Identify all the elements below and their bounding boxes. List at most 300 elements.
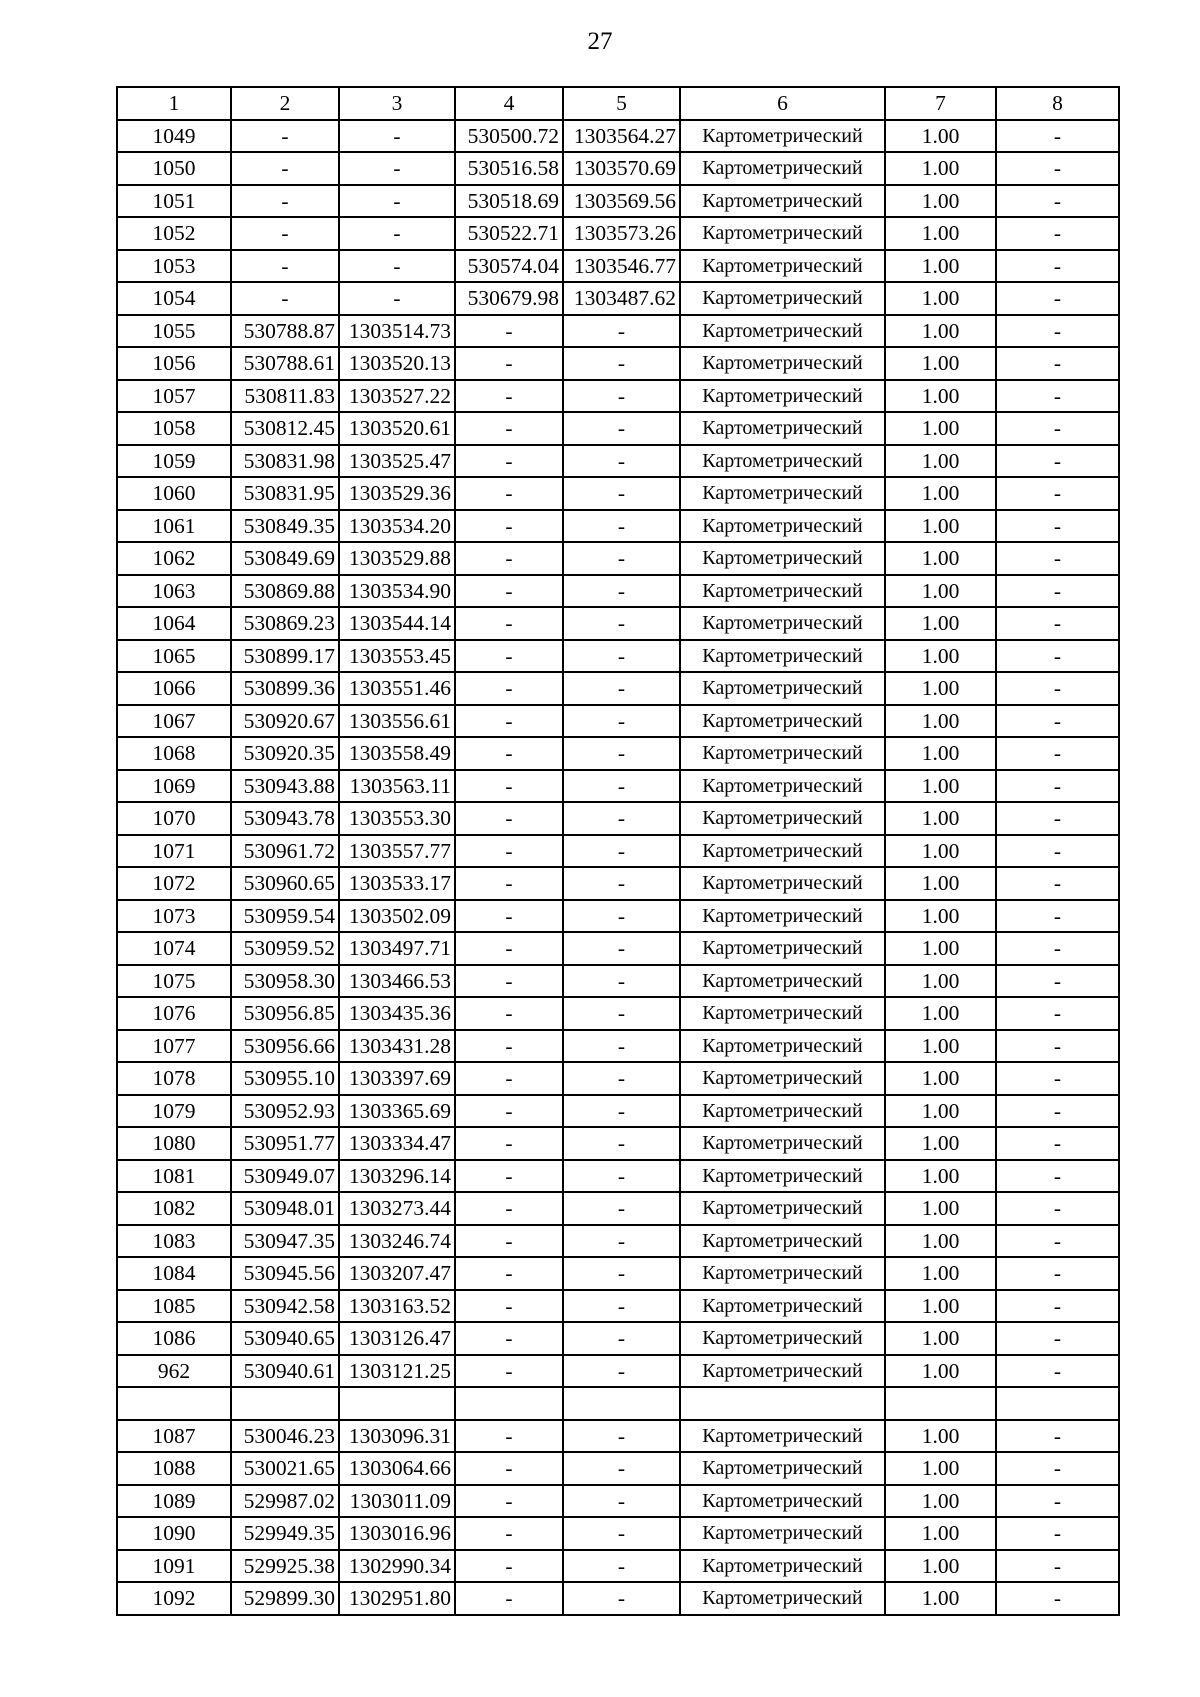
y-coordinate-alt-cell: - [563,900,680,933]
method-cell: Картометрический [680,1452,885,1485]
accuracy-cell: 1.00 [885,1095,996,1128]
x-coordinate-cell: - [231,217,339,250]
method-cell: Картометрический [680,1420,885,1453]
note-cell [996,1387,1119,1420]
method-cell: Картометрический [680,997,885,1030]
note-cell: - [996,575,1119,608]
table-row [117,1355,1119,1388]
note-cell: - [996,1192,1119,1225]
table-row [117,1485,1119,1518]
table-row [117,1225,1119,1258]
y-coordinate-cell: 1303121.25 [339,1355,455,1388]
x-coordinate-alt-cell: - [455,1355,563,1388]
accuracy-cell: 1.00 [885,1452,996,1485]
table-row [117,1030,1119,1063]
x-coordinate-alt-cell: - [455,542,563,575]
column-header-6: 6 [680,87,885,120]
note-cell: - [996,1322,1119,1355]
table-row [117,1420,1119,1453]
x-coordinate-cell: 530046.23 [231,1420,339,1453]
y-coordinate-alt-cell: - [563,867,680,900]
y-coordinate-cell: 1303466.53 [339,965,455,998]
x-coordinate-cell: 530899.36 [231,672,339,705]
y-coordinate-alt-cell: - [563,607,680,640]
note-cell: - [996,705,1119,738]
x-coordinate-cell: 530943.78 [231,802,339,835]
accuracy-cell: 1.00 [885,542,996,575]
method-cell: Картометрический [680,575,885,608]
y-coordinate-alt-cell: - [563,542,680,575]
method-cell: Картометрический [680,315,885,348]
x-coordinate-cell: 530960.65 [231,867,339,900]
y-coordinate-cell: - [339,217,455,250]
accuracy-cell: 1.00 [885,997,996,1030]
accuracy-cell: 1.00 [885,737,996,770]
x-coordinate-cell: 530849.35 [231,510,339,543]
method-cell: Картометрический [680,1160,885,1193]
note-cell: - [996,282,1119,315]
method-cell: Картометрический [680,445,885,478]
method-cell: Картометрический [680,120,885,153]
y-coordinate-alt-cell: - [563,1517,680,1550]
x-coordinate-cell: 529899.30 [231,1582,339,1615]
point-number-cell: 1085 [117,1290,231,1323]
method-cell: Картометрический [680,510,885,543]
note-cell: - [996,900,1119,933]
point-number-cell: 1078 [117,1062,231,1095]
x-coordinate-alt-cell: - [455,705,563,738]
table-row [117,770,1119,803]
method-cell: Картометрический [680,347,885,380]
accuracy-cell: 1.00 [885,510,996,543]
accuracy-cell: 1.00 [885,1355,996,1388]
x-coordinate-alt-cell: - [455,965,563,998]
method-cell: Картометрический [680,1225,885,1258]
point-number-cell: 1068 [117,737,231,770]
table-row [117,1160,1119,1193]
x-coordinate-cell: 530952.93 [231,1095,339,1128]
method-cell: Картометрический [680,802,885,835]
x-coordinate-alt-cell: - [455,802,563,835]
accuracy-cell: 1.00 [885,380,996,413]
point-number-cell [117,1387,231,1420]
x-coordinate-alt-cell: 530500.72 [455,120,563,153]
method-cell: Картометрический [680,1550,885,1583]
y-coordinate-cell: 1303553.45 [339,640,455,673]
table-row [117,575,1119,608]
x-coordinate-alt-cell: - [455,1517,563,1550]
note-cell: - [996,152,1119,185]
y-coordinate-cell: - [339,282,455,315]
x-coordinate-alt-cell: - [455,1420,563,1453]
x-coordinate-alt-cell: - [455,1192,563,1225]
x-coordinate-cell: 530021.65 [231,1452,339,1485]
table-row [117,510,1119,543]
point-number-cell: 1087 [117,1420,231,1453]
x-coordinate-cell: 530831.95 [231,477,339,510]
table-row [117,705,1119,738]
method-cell: Картометрический [680,1192,885,1225]
table-row [117,120,1119,153]
point-number-cell: 1082 [117,1192,231,1225]
table-row [117,997,1119,1030]
note-cell: - [996,835,1119,868]
method-cell: Картометрический [680,1485,885,1518]
x-coordinate-cell: - [231,250,339,283]
point-number-cell: 1050 [117,152,231,185]
y-coordinate-alt-cell: - [563,770,680,803]
method-cell: Картометрический [680,1322,885,1355]
y-coordinate-cell: 1303365.69 [339,1095,455,1128]
x-coordinate-cell: 530920.35 [231,737,339,770]
column-header-5: 5 [563,87,680,120]
accuracy-cell: 1.00 [885,672,996,705]
point-number-cell: 1086 [117,1322,231,1355]
table-row [117,1290,1119,1323]
x-coordinate-cell: 530811.83 [231,380,339,413]
x-coordinate-alt-cell: - [455,672,563,705]
y-coordinate-cell [339,1387,455,1420]
method-cell: Картометрический [680,640,885,673]
point-number-cell: 1088 [117,1452,231,1485]
y-coordinate-cell: 1303520.61 [339,412,455,445]
x-coordinate-alt-cell: - [455,1225,563,1258]
y-coordinate-cell: 1302990.34 [339,1550,455,1583]
x-coordinate-cell: 529949.35 [231,1517,339,1550]
y-coordinate-cell: 1303273.44 [339,1192,455,1225]
note-cell: - [996,315,1119,348]
point-number-cell: 1065 [117,640,231,673]
method-cell: Картометрический [680,1290,885,1323]
accuracy-cell: 1.00 [885,120,996,153]
method-cell: Картометрический [680,1062,885,1095]
method-cell: Картометрический [680,867,885,900]
point-number-cell: 1058 [117,412,231,445]
y-coordinate-alt-cell: - [563,445,680,478]
table-row [117,672,1119,705]
accuracy-cell: 1.00 [885,965,996,998]
x-coordinate-alt-cell: - [455,900,563,933]
table-row [117,380,1119,413]
note-cell: - [996,1160,1119,1193]
x-coordinate-cell: 530899.17 [231,640,339,673]
y-coordinate-cell: 1303514.73 [339,315,455,348]
y-coordinate-alt-cell: - [563,347,680,380]
note-cell: - [996,1062,1119,1095]
x-coordinate-alt-cell: - [455,1582,563,1615]
x-coordinate-alt-cell: 530679.98 [455,282,563,315]
x-coordinate-cell: 530951.77 [231,1127,339,1160]
table-row [117,607,1119,640]
x-coordinate-cell: 530956.85 [231,997,339,1030]
table-row [117,282,1119,315]
point-number-cell: 1081 [117,1160,231,1193]
point-number-cell: 962 [117,1355,231,1388]
y-coordinate-alt-cell: 1303570.69 [563,152,680,185]
table-row [117,640,1119,673]
method-cell: Картометрический [680,1355,885,1388]
note-cell: - [996,217,1119,250]
y-coordinate-cell: - [339,152,455,185]
y-coordinate-alt-cell: - [563,1550,680,1583]
accuracy-cell: 1.00 [885,835,996,868]
table-row [117,412,1119,445]
table-row [117,802,1119,835]
x-coordinate-alt-cell: 530518.69 [455,185,563,218]
y-coordinate-cell: 1303558.49 [339,737,455,770]
y-coordinate-cell: 1303557.77 [339,835,455,868]
point-number-cell: 1053 [117,250,231,283]
table-body [117,120,1119,1615]
accuracy-cell: 1.00 [885,250,996,283]
point-number-cell: 1063 [117,575,231,608]
y-coordinate-alt-cell: - [563,1095,680,1128]
accuracy-cell: 1.00 [885,1192,996,1225]
note-cell: - [996,1127,1119,1160]
method-cell: Картометрический [680,412,885,445]
y-coordinate-cell: - [339,185,455,218]
accuracy-cell: 1.00 [885,1290,996,1323]
column-header-3: 3 [339,87,455,120]
accuracy-cell: 1.00 [885,1030,996,1063]
y-coordinate-alt-cell: - [563,737,680,770]
table-row [117,1582,1119,1615]
x-coordinate-cell: 529987.02 [231,1485,339,1518]
point-number-cell: 1061 [117,510,231,543]
x-coordinate-alt-cell: - [455,315,563,348]
y-coordinate-cell: 1303544.14 [339,607,455,640]
x-coordinate-alt-cell: - [455,1127,563,1160]
method-cell: Картометрический [680,1517,885,1550]
x-coordinate-alt-cell: - [455,1452,563,1485]
accuracy-cell: 1.00 [885,1127,996,1160]
point-number-cell: 1076 [117,997,231,1030]
x-coordinate-alt-cell: - [455,1062,563,1095]
y-coordinate-alt-cell: - [563,932,680,965]
table-row [117,315,1119,348]
accuracy-cell: 1.00 [885,1485,996,1518]
y-coordinate-alt-cell: - [563,1030,680,1063]
y-coordinate-alt-cell: - [563,380,680,413]
x-coordinate-cell: - [231,185,339,218]
y-coordinate-cell: 1303533.17 [339,867,455,900]
point-number-cell: 1051 [117,185,231,218]
table-row [117,867,1119,900]
y-coordinate-cell: 1303534.20 [339,510,455,543]
accuracy-cell: 1.00 [885,1062,996,1095]
table-row [117,1322,1119,1355]
note-cell: - [996,445,1119,478]
point-number-cell: 1091 [117,1550,231,1583]
y-coordinate-cell: 1303556.61 [339,705,455,738]
point-number-cell: 1080 [117,1127,231,1160]
x-coordinate-alt-cell: - [455,445,563,478]
y-coordinate-alt-cell: - [563,835,680,868]
point-number-cell: 1062 [117,542,231,575]
x-coordinate-cell: 530812.45 [231,412,339,445]
table-row [117,1257,1119,1290]
y-coordinate-cell: 1303126.47 [339,1322,455,1355]
x-coordinate-alt-cell: - [455,770,563,803]
x-coordinate-cell: 530959.52 [231,932,339,965]
y-coordinate-alt-cell: - [563,1452,680,1485]
x-coordinate-cell: 530920.67 [231,705,339,738]
table-row [117,542,1119,575]
method-cell [680,1387,885,1420]
note-cell: - [996,477,1119,510]
x-coordinate-cell: 530956.66 [231,1030,339,1063]
point-number-cell: 1052 [117,217,231,250]
accuracy-cell: 1.00 [885,217,996,250]
x-coordinate-alt-cell: - [455,477,563,510]
point-number-cell: 1089 [117,1485,231,1518]
table-row [117,152,1119,185]
table-row [117,1095,1119,1128]
y-coordinate-cell: 1303431.28 [339,1030,455,1063]
accuracy-cell: 1.00 [885,1582,996,1615]
method-cell: Картометрический [680,477,885,510]
point-number-cell: 1054 [117,282,231,315]
y-coordinate-alt-cell: - [563,510,680,543]
point-number-cell: 1074 [117,932,231,965]
x-coordinate-alt-cell: - [455,1030,563,1063]
y-coordinate-cell: 1303529.36 [339,477,455,510]
x-coordinate-alt-cell: - [455,1485,563,1518]
y-coordinate-cell: 1303525.47 [339,445,455,478]
x-coordinate-alt-cell: - [455,1160,563,1193]
note-cell: - [996,867,1119,900]
accuracy-cell: 1.00 [885,1257,996,1290]
y-coordinate-cell: 1303527.22 [339,380,455,413]
note-cell: - [996,1582,1119,1615]
column-header-2: 2 [231,87,339,120]
y-coordinate-cell: 1303553.30 [339,802,455,835]
coordinates-table [116,86,1120,1616]
y-coordinate-alt-cell: 1303569.56 [563,185,680,218]
column-header-8: 8 [996,87,1119,120]
x-coordinate-cell: 530943.88 [231,770,339,803]
x-coordinate-alt-cell: - [455,867,563,900]
table-row [117,445,1119,478]
point-number-cell: 1049 [117,120,231,153]
y-coordinate-alt-cell: - [563,1420,680,1453]
y-coordinate-alt-cell: - [563,1582,680,1615]
note-cell: - [996,380,1119,413]
x-coordinate-cell: 530942.58 [231,1290,339,1323]
table-row [117,1452,1119,1485]
y-coordinate-cell: 1303397.69 [339,1062,455,1095]
y-coordinate-alt-cell: - [563,640,680,673]
y-coordinate-cell: 1303246.74 [339,1225,455,1258]
x-coordinate-cell: 530940.61 [231,1355,339,1388]
point-number-cell: 1077 [117,1030,231,1063]
y-coordinate-cell: 1303551.46 [339,672,455,705]
x-coordinate-alt-cell: - [455,1257,563,1290]
table-row [117,185,1119,218]
column-header-7: 7 [885,87,996,120]
x-coordinate-cell: 530788.87 [231,315,339,348]
point-number-cell: 1066 [117,672,231,705]
note-cell: - [996,1095,1119,1128]
point-number-cell: 1079 [117,1095,231,1128]
y-coordinate-cell: 1303529.88 [339,542,455,575]
x-coordinate-alt-cell: - [455,1550,563,1583]
method-cell: Картометрический [680,607,885,640]
y-coordinate-cell: 1303534.90 [339,575,455,608]
x-coordinate-alt-cell: - [455,835,563,868]
accuracy-cell: 1.00 [885,900,996,933]
x-coordinate-alt-cell: 530522.71 [455,217,563,250]
x-coordinate-alt-cell: - [455,640,563,673]
x-coordinate-cell: 530869.23 [231,607,339,640]
method-cell: Картометрический [680,185,885,218]
x-coordinate-alt-cell: - [455,997,563,1030]
point-number-cell: 1090 [117,1517,231,1550]
table-row [117,737,1119,770]
x-coordinate-cell: 530831.98 [231,445,339,478]
note-cell: - [996,640,1119,673]
x-coordinate-cell: 530947.35 [231,1225,339,1258]
x-coordinate-cell: - [231,152,339,185]
y-coordinate-alt-cell: 1303564.27 [563,120,680,153]
point-number-cell: 1092 [117,1582,231,1615]
method-cell: Картометрический [680,542,885,575]
y-coordinate-cell: 1303334.47 [339,1127,455,1160]
note-cell: - [996,1290,1119,1323]
y-coordinate-alt-cell: - [563,1225,680,1258]
x-coordinate-cell: 530961.72 [231,835,339,868]
y-coordinate-cell: 1303011.09 [339,1485,455,1518]
column-header-1: 1 [117,87,231,120]
note-cell: - [996,347,1119,380]
table-row [117,347,1119,380]
x-coordinate-alt-cell: - [455,510,563,543]
y-coordinate-alt-cell [563,1387,680,1420]
point-number-cell: 1073 [117,900,231,933]
note-cell: - [996,1517,1119,1550]
note-cell: - [996,770,1119,803]
x-coordinate-alt-cell: - [455,737,563,770]
y-coordinate-alt-cell: - [563,1485,680,1518]
note-cell: - [996,1420,1119,1453]
note-cell: - [996,802,1119,835]
accuracy-cell: 1.00 [885,315,996,348]
accuracy-cell: 1.00 [885,802,996,835]
note-cell: - [996,737,1119,770]
method-cell: Картометрический [680,705,885,738]
y-coordinate-alt-cell: 1303487.62 [563,282,680,315]
method-cell: Картометрический [680,282,885,315]
x-coordinate-cell: - [231,282,339,315]
y-coordinate-cell: 1303563.11 [339,770,455,803]
point-number-cell: 1072 [117,867,231,900]
method-cell: Картометрический [680,737,885,770]
y-coordinate-alt-cell: - [563,477,680,510]
point-number-cell: 1057 [117,380,231,413]
method-cell: Картометрический [680,1030,885,1063]
accuracy-cell: 1.00 [885,445,996,478]
y-coordinate-alt-cell: 1303546.77 [563,250,680,283]
method-cell: Картометрический [680,1257,885,1290]
accuracy-cell: 1.00 [885,867,996,900]
y-coordinate-alt-cell: - [563,1290,680,1323]
y-coordinate-cell: 1303064.66 [339,1452,455,1485]
y-coordinate-cell: 1302951.80 [339,1582,455,1615]
note-cell: - [996,510,1119,543]
y-coordinate-alt-cell: - [563,1322,680,1355]
point-number-cell: 1083 [117,1225,231,1258]
y-coordinate-alt-cell: - [563,802,680,835]
